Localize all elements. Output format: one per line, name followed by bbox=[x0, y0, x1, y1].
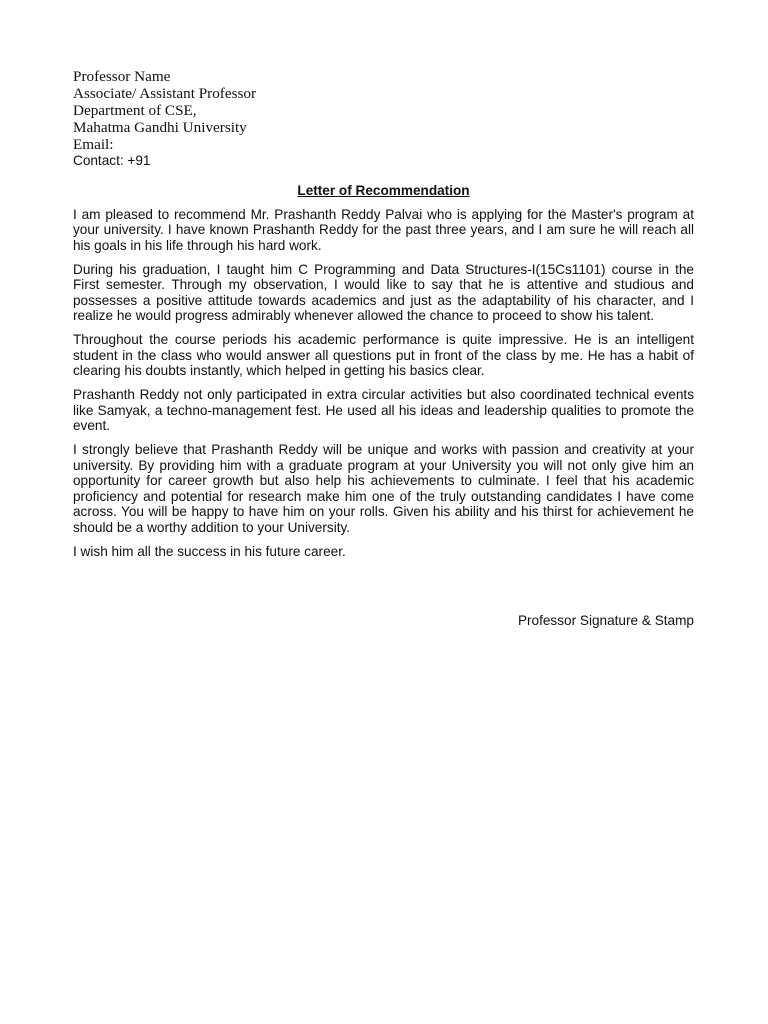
signature-line: Professor Signature & Stamp bbox=[517, 613, 694, 628]
professor-designation: Associate/ Assistant Professor bbox=[73, 85, 257, 102]
body-paragraph-5: I strongly believe that Prashanth Reddy will be unique and works with passion and creativity at your university. By providing him with a graduate program at your University you will not only give him an opportunity for career growth but also help his achievements to culminate. I feel that his academic proficiency and potential for research make him one of the truly outstanding candidates I have come across. You will be happy to have him on your rolls. Given his ability and his thirst for achievement he should be a worthy addition to your University. bbox=[73, 442, 694, 535]
body-paragraph-4: Prashanth Reddy not only participated in extra circular activities but also coordinated technical events like Samyak, a techno-management fest. He used all his ideas and leadership qualities to promote the event. bbox=[73, 387, 694, 434]
department-name: Department of CSE, bbox=[73, 102, 197, 119]
email-line: Email: bbox=[73, 136, 114, 153]
contact-line: Contact: +91 bbox=[73, 153, 151, 168]
body-paragraph-2: During his graduation, I taught him C Programming and Data Structures-I(15Cs1101) course in the First semester. Through my observation, I would like to say that he is attentive and studious and possesses a positive attitude towards academics and just as the adaptability of his character, and I realize he would progress admirably whenever allowed the chance to proceed to show his talent. bbox=[73, 262, 694, 324]
letter-title bbox=[73, 183, 694, 199]
closing-line: I wish him all the success in his future career. bbox=[73, 543, 346, 559]
sender-address-block bbox=[73, 68, 473, 169]
letter-title-text: Letter of Recommendation bbox=[297, 183, 470, 198]
professor-name: Professor Name bbox=[73, 68, 171, 85]
body-paragraph-3: Throughout the course periods his academic performance is quite impressive. He is an intelligent student in the class who would answer all questions put in front of the class by me. He has a habit of clearing his doubts instantly, which helped in getting his basics clear. bbox=[73, 332, 694, 379]
body-paragraph-1: I am pleased to recommend Mr. Prashanth Reddy Palvai who is applying for the Master's program at your university. I have known Prashanth Reddy for the past three years, and I am sure he will reach all his goals in his life through his hard work. bbox=[73, 207, 694, 253]
university-name: Mahatma Gandhi University bbox=[73, 119, 247, 136]
letter-body bbox=[73, 207, 694, 568]
